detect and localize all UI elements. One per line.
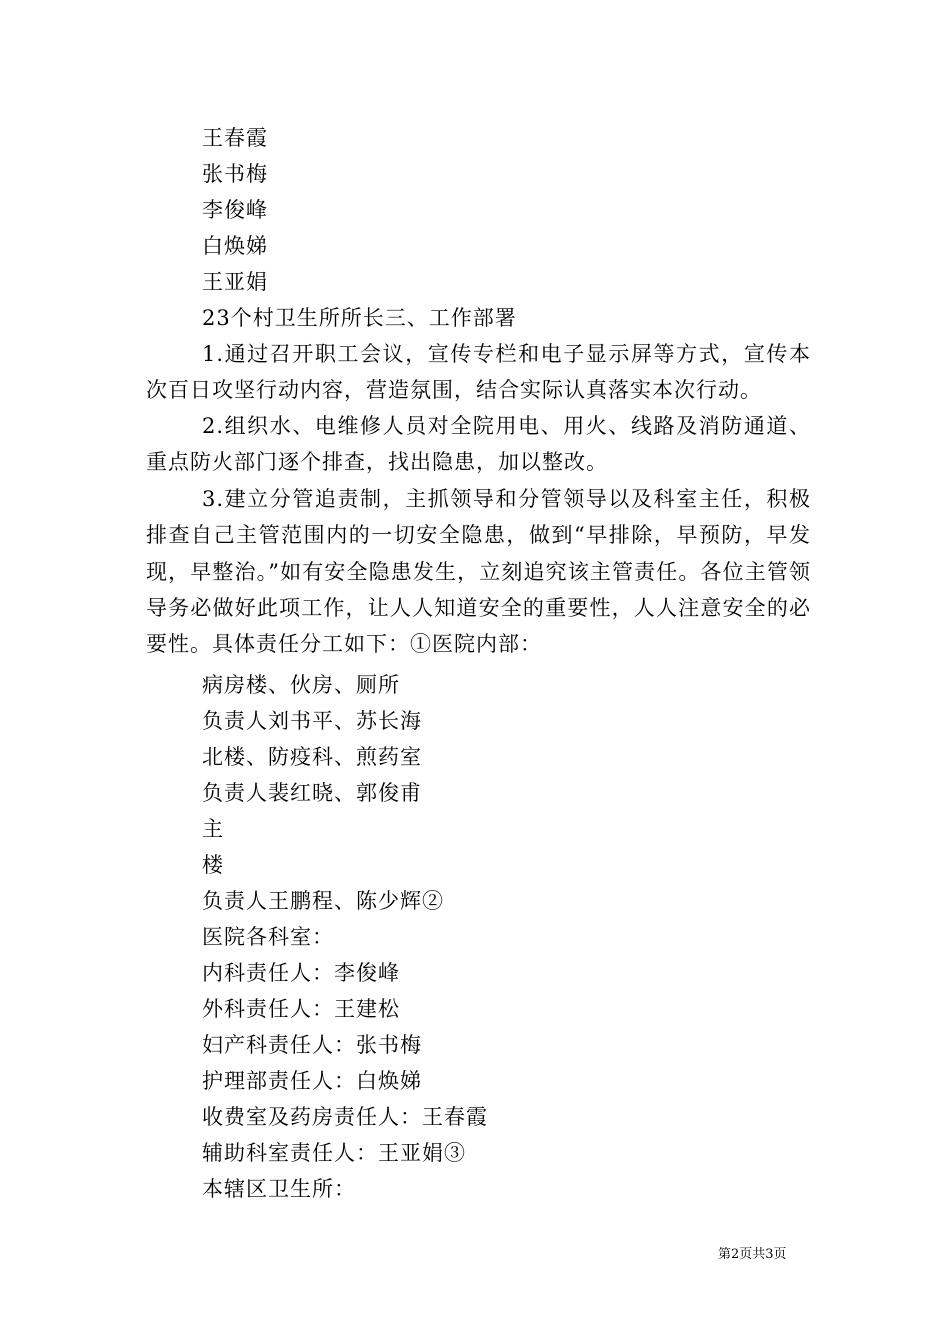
text-line: 妇产科责任人：张书梅: [202, 1033, 422, 1057]
text-line: 王亚娟: [202, 270, 268, 294]
page-number-footer: 第2页共3页: [718, 1247, 787, 1262]
text-line: 内科责任人：李俊峰: [202, 961, 400, 985]
text-line: 收费室及药房责任人：王春霞: [202, 1105, 488, 1129]
text-line: 张书梅: [202, 162, 268, 186]
text-line: 病房楼、伙房、厕所: [202, 673, 400, 697]
text-line: 白焕娣: [202, 234, 268, 258]
text-line: 辅助科室责任人：王亚娟③: [202, 1141, 466, 1165]
text-line: 负责人裴红晓、郭俊甫: [202, 781, 422, 805]
text-line: 外科责任人：王建松: [202, 997, 400, 1021]
text-line: 医院各科室：: [202, 925, 334, 949]
section-heading-line: 23个村卫生所所长三、工作部署: [202, 306, 517, 330]
text-line: 李俊峰: [202, 198, 268, 222]
text-line: 主: [202, 817, 224, 841]
paragraph-3: 3.建立分管追责制，主抓领导和分管领导以及科室主任，积极排查自己主管范围内的一切安全隐患，做到“早排除，早预防，早发现，早整治。”如有安全隐患发生，立刻追究该主管责任。各位主管领导务必做好此项工作，让人人知道安全的重要性，人人注意安全的必要性。具体责任分工如下：①医院内部：: [146, 487, 811, 657]
text-line: 王春霞: [202, 126, 268, 150]
text-line: 负责人刘书平、苏长海: [202, 709, 422, 733]
text-line: 护理部责任人：白焕娣: [202, 1069, 422, 1093]
text-line: 负责人王鹏程、陈少辉②: [202, 889, 444, 913]
text-line: 本辖区卫生所：: [202, 1177, 356, 1201]
text-line: 北楼、防疫科、煎药室: [202, 745, 422, 769]
text-line: 楼: [202, 853, 224, 877]
paragraph-1: 1.通过召开职工会议，宣传专栏和电子显示屏等方式，宣传本次百日攻坚行动内容，营造氛围，结合实际认真落实本次行动。: [146, 342, 811, 403]
paragraph-2: 2.组织水、电维修人员对全院用电、用火、线路及消防通道、重点防火部门逐个排查，找出隐患，加以整改。: [146, 414, 811, 475]
